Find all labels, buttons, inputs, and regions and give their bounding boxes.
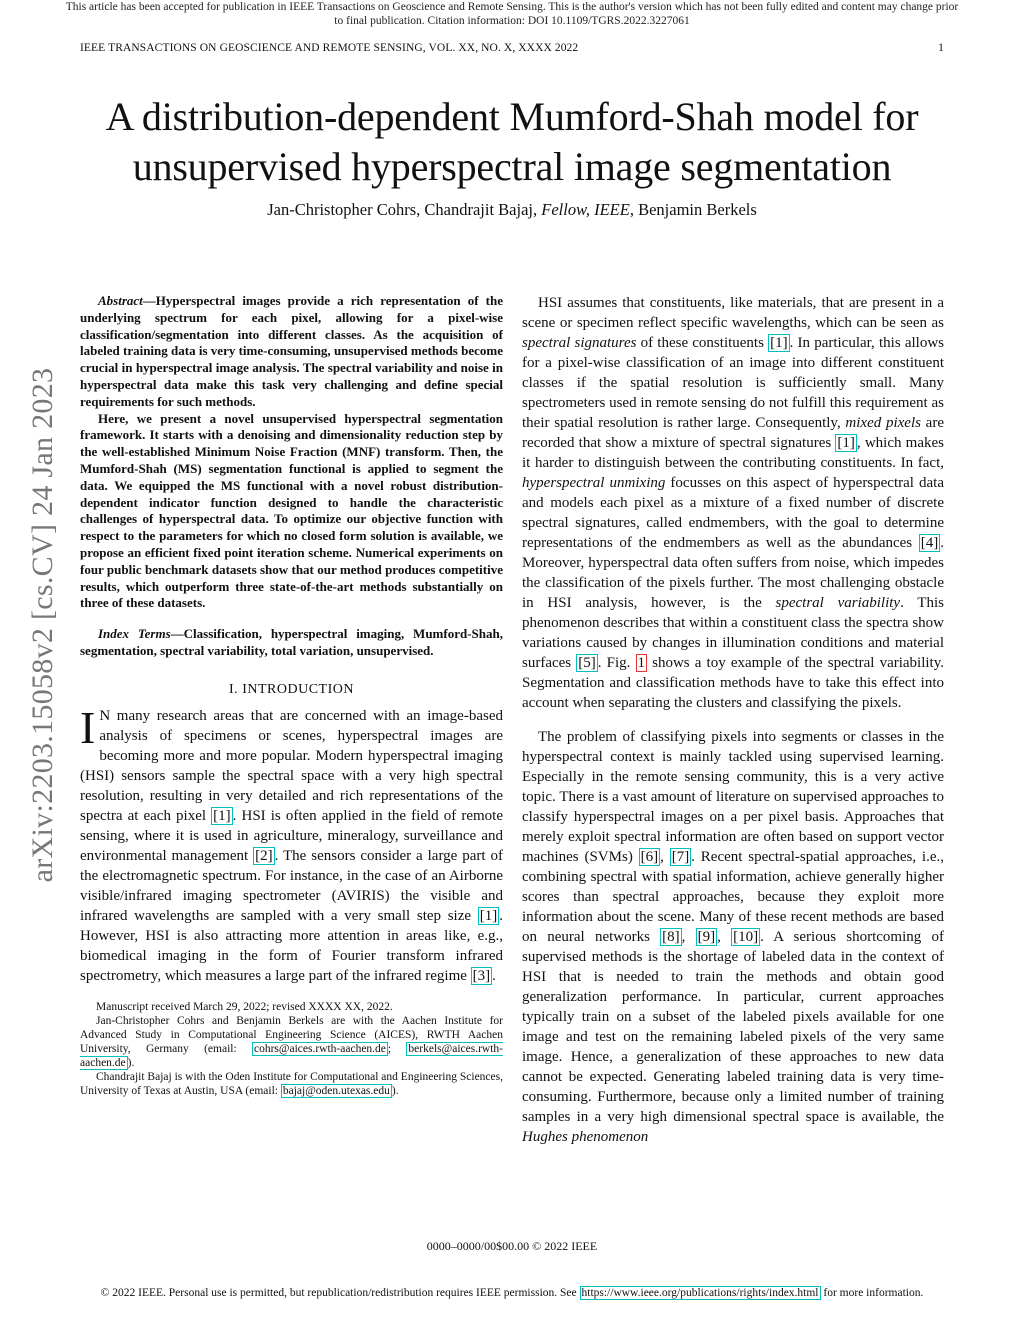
paper-title bbox=[40, 92, 984, 192]
citation-link[interactable]: [4] bbox=[920, 535, 939, 551]
citation-link[interactable]: [6] bbox=[640, 849, 659, 865]
emphasis-mixed-pixels: mixed pixels bbox=[845, 415, 921, 431]
drop-cap: I bbox=[80, 701, 96, 753]
index-terms-label: Index Terms bbox=[98, 626, 171, 642]
abstract bbox=[80, 293, 503, 612]
author-fellow-title: Fellow, IEEE bbox=[541, 200, 630, 219]
citation-link[interactable]: [8] bbox=[662, 929, 680, 945]
right-paragraph-2 bbox=[522, 727, 944, 1147]
emphasis-spectral-signatures: spectral signatures bbox=[522, 335, 637, 351]
intro-text-5: . bbox=[492, 967, 496, 984]
index-terms bbox=[80, 626, 503, 660]
figure-ref-link[interactable]: 1 bbox=[637, 655, 646, 671]
text-run: . Recent spectral-spatial approaches, i.e., combining spectral with spatial information, achieve generally higher scores than spectral approaches, because they exploit more information about the scene. Many of these recent methods are based on neural networks bbox=[522, 849, 944, 945]
intro-text-4: . However, HSI is also attracting more attention in areas like, e.g., biomedical imaging in the form of Fourier transform infrared spectrometry, which measures a large part of the infrared regime bbox=[80, 907, 503, 984]
intro-text-1: many research areas that are concerned with an image-based analysis of specimens or scenes, hyperspectral images are becoming more and more popular. Modern hyperspectral imaging (HSI) sensors sample the spectral space with a very high spectral resolution, resulting in very detailed and rich representations of the spectra at each pixel bbox=[80, 707, 503, 824]
authors-part-1: Jan-Christopher Cohrs, Chandrajit Bajaj, bbox=[267, 200, 538, 219]
text-run: focusses on this aspect of hyperspectral data and models each pixel as a mixture of a fixed number of discrete spectral signatures, called endmembers, with the goal to determine representations of the endmembers as well as the abundances bbox=[522, 475, 944, 551]
citation-link[interactable]: [5] bbox=[578, 655, 596, 671]
arxiv-stamp-area bbox=[18, 290, 68, 960]
footnotes bbox=[80, 1000, 503, 1098]
abstract-label: Abstract bbox=[98, 293, 143, 308]
permission-text-1: © 2022 IEEE. Personal use is permitted, but republication/redistribution requires IEEE permission. See bbox=[100, 1287, 580, 1299]
copyright-line: 0000–0000/00$00.00 © 2022 IEEE bbox=[426, 1239, 598, 1253]
text-run: of these constituents bbox=[636, 335, 769, 351]
text-run: . This phenomenon describes that within a constituent class the spectra show variations caused by changes in illumination conditions and material surfaces bbox=[522, 595, 944, 671]
authors-part-2: , Benjamin Berkels bbox=[629, 200, 757, 219]
affiliation-1-end: ). bbox=[127, 1056, 135, 1069]
permission-text-2: for more information. bbox=[820, 1287, 924, 1299]
right-paragraph-1 bbox=[522, 293, 944, 713]
intro-caps: N bbox=[99, 707, 111, 724]
index-terms-text: Classification, hyperspectral imaging, Mumford-Shah, segmentation, spectral variability, total variation, unsupervised. bbox=[80, 626, 503, 658]
citation-link[interactable]: [1] bbox=[770, 335, 788, 351]
author-list bbox=[40, 200, 984, 220]
intro-text-2: . HSI is often applied in the field of remote sensing, where it is used in agriculture, mineralogy, surveillance and environmental management bbox=[80, 807, 503, 864]
abstract-paragraph-1 bbox=[80, 293, 503, 411]
section-numeral: I. bbox=[229, 681, 239, 697]
text-run: , which makes it harder to distinguish between the contributing constituents. In fact, bbox=[522, 435, 944, 471]
page-number: 1 bbox=[938, 42, 944, 54]
citation-link[interactable]: [10] bbox=[733, 929, 759, 945]
abstract-paragraph-2: Here, we present a novel unsupervised hyperspectral segmentation framework. It starts with a denoising and dimensionality reduction step by the well-established Minimum Noise Fraction (MNF) transform. Then, the Mumford-Shah (MS) segmentation functional is applied to segment the data. We equipped the MS functional with a novel robust distribution-dependent indicator function designed to handle the characteristic challenges of hyperspectral data. To optimize our objective function with respect to the parameters for which no closed form solution is available, we propose an efficient fixed point iteration scheme. Numerical experiments on four public benchmark datasets show that our method produces competitive results, which outperform three state-of-the-art methods substantially on three of these datasets. bbox=[80, 410, 503, 611]
running-head bbox=[80, 42, 944, 54]
email-link-berkels[interactable]: berkels@aices.rwth-aachen.de bbox=[80, 1042, 503, 1069]
affiliation-1-text: Jan-Christopher Cohrs and Benjamin Berkels are with the Aachen Institute for Advanced Study in Computational Engineering Science (AICES), RWTH Aachen University, Germany (email: bbox=[80, 1014, 503, 1055]
email-separator: ; bbox=[387, 1042, 407, 1055]
right-column bbox=[522, 293, 944, 1147]
abstract-text-1: Hyperspectral images provide a rich representation of the underlying spectrum for each pixel, allowing for a pixel-wise classification/segmentation into different classes. As the acquisition of labeled training data is very time-consuming, unsupervised methods become crucial in hyperspectral image analysis. The spectral variability and noise in hyperspectral data make this task very challenging and define special requirements for such methods. bbox=[80, 293, 503, 409]
text-run: . Fig. bbox=[597, 655, 636, 671]
left-column bbox=[80, 293, 503, 1098]
permission-notice bbox=[80, 1286, 944, 1300]
emphasis-hughes-phenomenon: Hughes phenomenon bbox=[522, 1129, 649, 1145]
citation-link[interactable]: [1] bbox=[837, 435, 855, 451]
ieee-rights-link[interactable]: https://www.ieee.org/publications/rights/index.html bbox=[581, 1287, 819, 1299]
section-title-rest: NTRODUCTION bbox=[247, 681, 354, 697]
emphasis-hyperspectral-unmixing: hyperspectral unmixing bbox=[522, 475, 666, 491]
text-run: . A serious shortcoming of supervised methods is the shortage of labeled data in the context of HSI that is needed to train the methods and obtain good generalization performance. In particular, current approaches typically train on a subset of the labeled pixels available for one image and test on the remaining labeled pixels of the very same image. Hence, a generalization of these approaches to new data cannot be expected. Generating labeled training data is very time-consuming. Furthermore, because only a limited number of training samples in a very high dimensional spectral space is available, the bbox=[522, 929, 944, 1125]
citation-link[interactable]: [7] bbox=[671, 849, 690, 865]
emphasis-spectral-variability: spectral variability bbox=[775, 595, 901, 611]
email-link-bajaj[interactable]: bajaj@oden.utexas.edu bbox=[282, 1084, 390, 1097]
citation-link[interactable]: [1] bbox=[479, 907, 498, 924]
citation-link[interactable]: [2] bbox=[255, 847, 273, 864]
text-run: HSI assumes that constituents, like materials, that are present in a scene or specimen reflect specific wavelengths, which can be seen as bbox=[522, 295, 944, 331]
text-run: , bbox=[681, 929, 696, 945]
title-line-2: unsupervised hyperspectral image segmentation bbox=[132, 144, 892, 189]
text-run: are recorded that show a mixture of spectral signatures bbox=[522, 415, 944, 451]
acceptance-notice: This article has been accepted for publication in IEEE Transactions on Geoscience and Remote Sensing. This is the author's version which has not been fully edited and content may change prior to final publication. Citation information: DOI 10.1109/TGRS.2022.3227061 bbox=[65, 1, 959, 27]
index-terms-dash: — bbox=[170, 626, 184, 642]
intro-paragraph bbox=[80, 701, 503, 986]
affiliation-2-end: ). bbox=[391, 1084, 399, 1097]
abstract-dash: — bbox=[142, 293, 156, 308]
text-run: The problem of classifying pixels into segments or classes in the hyperspectral context is mainly tackled using supervised learning. Especially in the remote sensing community, this is a very active topic. There is a vast amount of literature on supervised approaches to classify hyperspectral images on a per pixel basis. Approaches that merely exploit spectral information are often based on support vector machines (SVMs) bbox=[522, 729, 944, 865]
citation-link[interactable]: [3] bbox=[472, 967, 491, 984]
text-run: , bbox=[660, 849, 670, 865]
email-link-cohrs[interactable]: cohrs@aices.rwth-aachen.de bbox=[253, 1042, 386, 1055]
footnote-affiliation-2 bbox=[80, 1070, 503, 1098]
citation-link[interactable]: [1] bbox=[213, 807, 231, 824]
journal-header: IEEE TRANSACTIONS ON GEOSCIENCE AND REMOTE SENSING, VOL. XX, NO. X, XXXX 2022 bbox=[80, 42, 579, 54]
text-run: . In particular, this allows for a pixel-wise classification of an image into different constituent classes if the spatial resolution is sufficiently small. Many spectrometers used in remote sensing do not fulfill this requirement as their spatial resolution is rather large. Consequently, bbox=[522, 335, 944, 431]
arxiv-identifier: arXiv:2203.15058v2 [cs.CV] 24 Jan 2023 bbox=[26, 367, 59, 883]
text-run: shows a toy example of the spectral variability. Segmentation and classification methods have to take this effect into account when separating the clusters and classifying the pixels. bbox=[522, 655, 944, 711]
intro-text-3: . The sensors consider a large part of the electromagnetic spectrum. For instance, in the case of an Airborne visible/infrared imaging spectrometer (AVIRIS) the visible and infrared wavelengths are sampled with a very small step size bbox=[80, 847, 503, 924]
section-heading-introduction bbox=[80, 682, 503, 698]
text-run: . Moreover, hyperspectral data often suffers from noise, which impedes the classification of the pixels further. The most challenging obstacle in HSI analysis, however, is the bbox=[522, 535, 944, 611]
affiliation-2-text: Chandrajit Bajaj is with the Oden Institute for Computational and Engineering Sciences, University of Texas at Austin, USA (email: bbox=[80, 1070, 503, 1097]
citation-link[interactable]: [9] bbox=[697, 929, 716, 945]
text-run: , bbox=[717, 929, 732, 945]
footnote-manuscript: Manuscript received March 29, 2022; revised XXXX XX, 2022. bbox=[96, 1000, 393, 1013]
section-title-initial: I bbox=[242, 681, 248, 697]
title-line-1: A distribution-dependent Mumford-Shah model for bbox=[105, 94, 919, 139]
footnote-affiliation-1 bbox=[80, 1014, 503, 1070]
